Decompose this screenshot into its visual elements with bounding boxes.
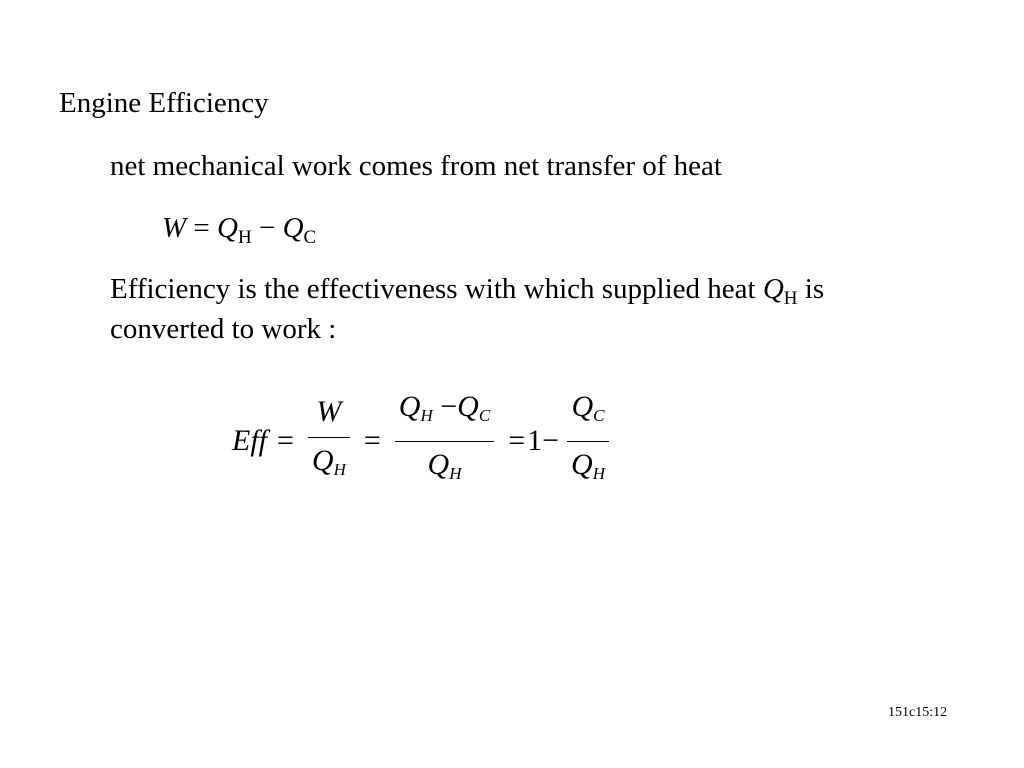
fraction-bar: [395, 441, 494, 442]
fraction-bar: [567, 441, 609, 442]
slide-title: Engine Efficiency: [59, 87, 269, 119]
heat-hot-subscript: H: [333, 459, 346, 479]
heat-cold-symbol: Q: [282, 212, 304, 244]
eff-symbol: Eff: [232, 423, 267, 457]
minus-sign: −: [440, 390, 458, 423]
work-symbol: W: [316, 394, 342, 428]
heat-hot-subscript: H: [237, 227, 252, 248]
fraction-numerator: [312, 393, 345, 431]
bullet-efficiency-line2: converted to work :: [110, 313, 337, 345]
bullet-net-work: net mechanical work comes from net transfer of heat: [110, 150, 722, 182]
bullet-efficiency-line1: [110, 273, 824, 310]
fraction-denominator: [424, 446, 466, 493]
heat-hot-symbol: Q: [571, 448, 593, 481]
heat-hot-inline-subscript: H: [783, 288, 798, 309]
bullet-efficiency-text: Efficiency is the effectiveness with which supplied heat: [110, 273, 763, 305]
fraction-numerator: [568, 388, 609, 435]
fraction-bar: [308, 437, 350, 438]
equals-sign: =: [277, 423, 294, 457]
one-digit: 1: [527, 423, 543, 457]
equals-sign: =: [508, 423, 526, 457]
fraction-w-over-qh: [308, 393, 350, 489]
heat-hot-subscript: H: [592, 464, 605, 483]
minus-sign: −: [542, 423, 560, 457]
heat-cold-subscript: C: [593, 406, 605, 425]
heat-cold-subscript: C: [478, 406, 491, 425]
heat-hot-symbol: Q: [398, 390, 421, 423]
heat-hot-symbol: Q: [217, 212, 238, 244]
heat-hot-subscript: H: [449, 464, 462, 483]
heat-cold-subscript: C: [303, 227, 317, 248]
heat-hot-subscript: H: [420, 406, 433, 425]
heat-hot-inline-symbol: Q: [762, 273, 784, 305]
heat-cold-symbol: Q: [571, 390, 594, 423]
fraction-qc-over-qh: [567, 388, 609, 493]
heat-hot-symbol: Q: [311, 443, 334, 477]
heat-cold-symbol: Q: [457, 390, 479, 423]
fraction-difference-over-qh: [395, 388, 494, 493]
slide-footer-id: 151c15:12: [888, 705, 948, 720]
fraction-numerator: [395, 388, 494, 435]
bullet-efficiency-tail: is: [797, 273, 825, 305]
fraction-denominator: [567, 446, 609, 493]
work-equation: [162, 212, 316, 249]
equals-sign: =: [193, 212, 210, 244]
fraction-denominator: [308, 442, 350, 489]
heat-hot-symbol: Q: [427, 448, 450, 481]
efficiency-formula: [232, 388, 613, 493]
minus-sign: −: [258, 212, 276, 244]
work-symbol: W: [162, 212, 187, 244]
equals-sign: =: [363, 423, 381, 457]
